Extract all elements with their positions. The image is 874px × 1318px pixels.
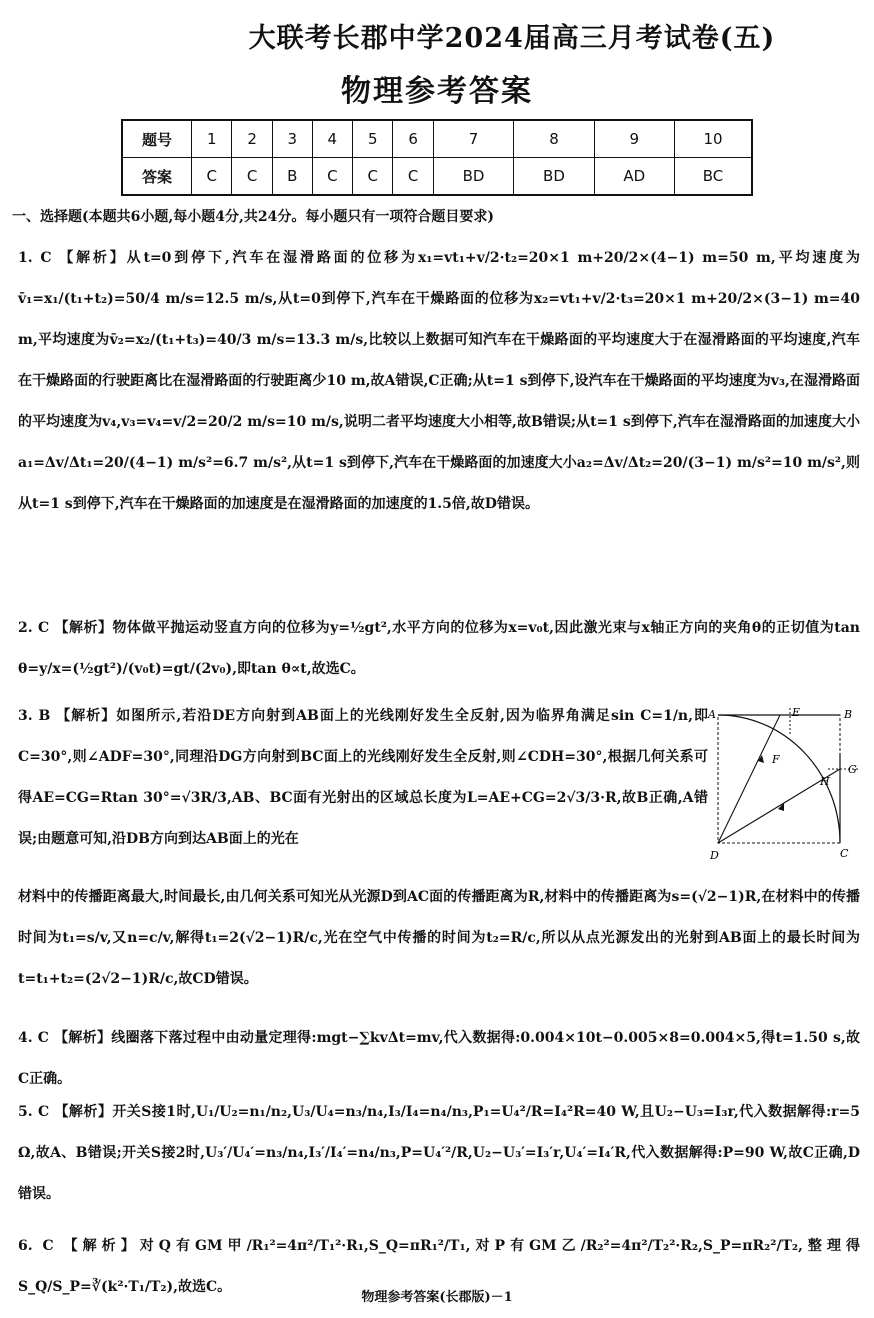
answer-cell: C <box>393 158 433 196</box>
exam-title: 大联考长郡中学2024届高三月考试卷(五) <box>248 23 776 54</box>
label-c: C <box>840 847 849 860</box>
answer-row-label: 答案 <box>122 158 192 196</box>
label-d: D <box>710 849 719 862</box>
section-heading: 一、选择题(本题共6小题,每小题4分,共24分。每小题只有一项符合题目要求) <box>12 209 494 225</box>
solution-q6: 6. C 【解析】对Q有GM甲/R₁²=4π²/T₁²·R₁,S_Q=πR₁²/T₁,对P有GM乙/R₂²=4π²/T₂²·R₂,S_P=πR₂²/T₂,整理得S_Q/S_P=∛(k²·T₁/T₂),故选C。 <box>18 1238 860 1295</box>
number-row <box>122 120 752 158</box>
number-cell: 8 <box>514 120 594 158</box>
number-cell: 3 <box>272 120 312 158</box>
number-cell: 7 <box>433 120 513 158</box>
optics-diagram <box>706 703 866 863</box>
answer-cell: C <box>353 158 393 196</box>
number-cell: 6 <box>393 120 433 158</box>
solution-q5: 5. C 【解析】开关S接1时,U₁/U₂=n₁/n₂,U₃/U₄=n₃/n₄,I₃/I₄=n₄/n₃,P₁=U₄²/R=I₄²R=40 W,且U₂−U₃=I₃r,代入数据解得:r=5 Ω,故A、B错误;开关S接2时,U₃′/U₄′=n₃/n₄,I₃′/I₄′=n₄/n₃,P=U₄′²/R,U₂−U₃′=I₃′r,U₄′=I₄′R,代入数据解得:P=90 W,故C正确,D错误。 <box>18 1104 860 1202</box>
number-cell: 4 <box>312 120 352 158</box>
number-cell: 1 <box>192 120 232 158</box>
answer-cell: BD <box>433 158 513 196</box>
answer-cell: BD <box>514 158 594 196</box>
solution-q2: 2. C 【解析】物体做平抛运动竖直方向的位移为y=½gt²,水平方向的位移为x=v₀t,因此激光束与x轴正方向的夹角θ的正切值为tan θ=y/x=(½gt²)/(v₀t)=gt/(2v₀),即tan θ∝t,故选C。 <box>18 620 860 677</box>
label-f: F <box>772 753 780 766</box>
label-a: A <box>708 708 716 721</box>
page-title: 物理参考答案 <box>341 74 533 109</box>
answer-table <box>121 119 753 196</box>
answer-cell: BC <box>674 158 752 196</box>
answer-cell: AD <box>594 158 674 196</box>
answer-cell: C <box>232 158 272 196</box>
solution-q4: 4. C 【解析】线圈落下落过程中由动量定理得:mgt−∑kvΔt=mv,代入数据得:0.004×10t−0.005×8=0.004×5,得t=1.50 s,故C正确。 <box>18 1030 860 1087</box>
label-h: H <box>820 775 830 788</box>
solution-q1: 1. C 【解析】从t=0到停下,汽车在湿滑路面的位移为x₁=vt₁+v/2·t₂=20×1 m+20/2×(4−1) m=50 m,平均速度为v̄₁=x₁/(t₁+t₂)=50/4 m/s=12.5 m/s,从t=0到停下,汽车在干燥路面的位移为x₂=vt₁+v/2·t₃=20×1 m+20/2×(3−1) m=40 m,平均速度为v̄₂=x₂/(t₁+t₃)=40/3 m/s=13.3 m/s,比较以上数据可知汽车在干燥路面的平均速度大于在湿滑路面的平均速度,汽车在干燥路面的行驶距离比在湿滑路面的行驶距离少10 m,故A错误,C正确;从t=1 s到停下,设汽车在干燥路面的平均速度为v₃,在湿滑路面的平均速度为v₄,v₃=v₄=v/2=20/2 m/s=10 m/s,说明二者平均速度大小相等,故B错误;从t=1 s到停下,汽车在湿滑路面的加速度大小a₁=Δv/Δt₁=20/(4−1) m/s²=6.7 m/s²,从t=1 s到停下,汽车在干燥路面的加速度大小a₂=Δv/Δt₂=20/(3−1) m/s²=10 m/s²,则从t=1 s到停下,汽车在干燥路面的加速度是在湿滑路面的加速度的1.5倍,故D错误。 <box>18 250 860 512</box>
answer-cell: C <box>312 158 352 196</box>
solution-q3-part2: 材料中的传播距离最大,时间最长,由几何关系可知光从光源D到AC面的传播距离为R,材料中的传播距离为s=(√2−1)R,在材料中的传播时间为t₁=s/v,又n=c/v,解得t₁=2(√2−1)R/c,光在空气中传播的时间为t₂=R/c,所以从点光源发出的光射到AB面上的最长时间为t=t₁+t₂=(2√2−1)R/c,故CD错误。 <box>18 889 860 987</box>
answer-cell: B <box>272 158 312 196</box>
page-footer: 物理参考答案(长郡版)－1 <box>361 1290 513 1305</box>
answer-row <box>122 158 752 196</box>
number-cell: 2 <box>232 120 272 158</box>
label-b: B <box>844 708 853 721</box>
number-cell: 5 <box>353 120 393 158</box>
number-row-label: 题号 <box>122 120 192 158</box>
number-cell: 9 <box>594 120 674 158</box>
label-g: G <box>848 763 857 776</box>
solution-q3-part1: 3. B 【解析】如图所示,若沿DE方向射到AB面上的光线刚好发生全反射,因为临界角满足sin C=1/n,即C=30°,则∠ADF=30°,同理沿DG方向射到BC面上的光线刚好发生全反射,则∠CDH=30°,根据几何关系可得AE=CG=Rtan 30°=√3R/3,AB、BC面有光射出的区域总长度为L=AE+CG=2√3/3·R,故B正确,A错误;由题意可知,沿DB方向到达AB面上的光在 <box>18 708 708 847</box>
number-cell: 10 <box>674 120 752 158</box>
label-e: E <box>792 706 801 719</box>
answer-cell: C <box>192 158 232 196</box>
